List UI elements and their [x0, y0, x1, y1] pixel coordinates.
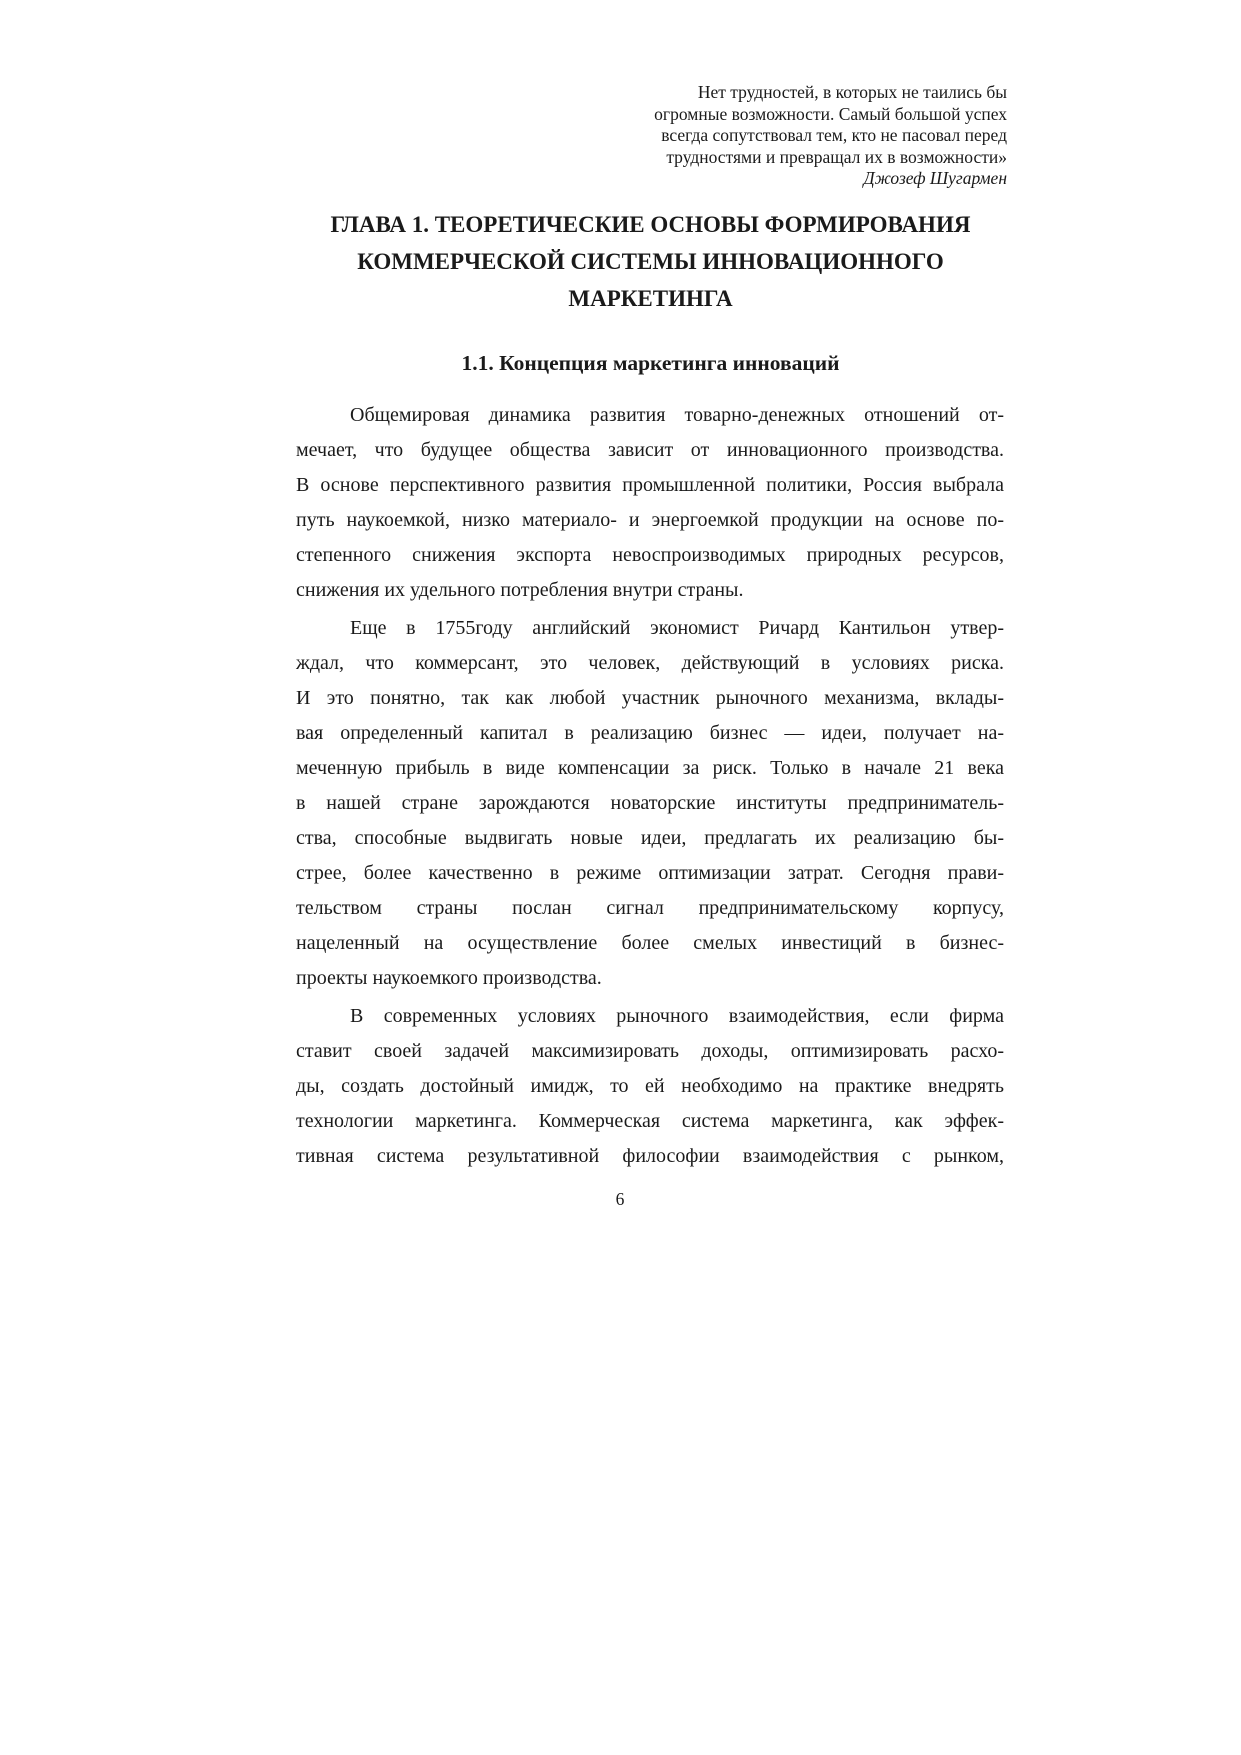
- epigraph-line: огромные возможности. Самый большой успех: [654, 103, 1007, 124]
- text-line: ждал, что коммерсант, это человек, действующий в условиях риска.: [296, 652, 1004, 674]
- text-line: тельством страны послан сигнал предпринимательскому корпусу,: [296, 897, 1004, 919]
- chapter-title-line: МАРКЕТИНГА: [568, 286, 733, 311]
- epigraph-author: Джозеф Шугармен: [863, 168, 1007, 188]
- text-line: тивная система результативной философии взаимодействия с рынком,: [296, 1145, 1004, 1167]
- text-line: меченную прибыль в виде компенсации за риск. Только в начале 21 века: [296, 757, 1004, 779]
- paragraph: [296, 398, 1004, 608]
- text-line: проекты наукоемкого производства.: [296, 967, 602, 989]
- chapter-title-line: КОММЕРЧЕСКОЙ СИСТЕМЫ ИННОВАЦИОННОГО: [357, 249, 944, 274]
- epigraph-line: трудностями и превращал их в возможности»: [666, 146, 1007, 167]
- text-line: Еще в 1755году английский экономист Ричард Кантильон утвер-: [350, 617, 1004, 639]
- paragraph: [296, 611, 1004, 996]
- text-line: нацеленный на осуществление более смелых инвестиций в бизнес-: [296, 932, 1004, 954]
- text-line: ставит своей задачей максимизировать доходы, оптимизировать расхо-: [296, 1040, 1004, 1062]
- text-line: стрее, более качественно в режиме оптимизации затрат. Сегодня прави-: [296, 862, 1004, 884]
- epigraph: [487, 82, 1007, 190]
- chapter-title: [295, 206, 1006, 317]
- text-line: мечает, что будущее общества зависит от инновационного производства.: [296, 439, 1004, 461]
- text-line: снижения их удельного потребления внутри страны.: [296, 579, 744, 601]
- epigraph-line: Нет трудностей, в которых не таились бы: [697, 82, 1007, 102]
- body-text: [296, 398, 1004, 1174]
- text-line: И это понятно, так как любой участник рыночного механизма, вклады-: [296, 687, 1004, 709]
- text-line: технологии маркетинга. Коммерческая система маркетинга, как эффек-: [296, 1110, 1004, 1132]
- paragraph: [296, 999, 1004, 1174]
- epigraph-line: всегда сопутствовал тем, кто не пасовал перед: [661, 125, 1007, 145]
- text-line: Общемировая динамика развития товарно-денежных отношений от-: [350, 404, 1004, 426]
- text-line: ды, создать достойный имидж, то ей необходимо на практике внедрять: [296, 1075, 1004, 1097]
- text-line: степенного снижения экспорта невоспроизводимых природных ресурсов,: [296, 544, 1004, 566]
- text-line: путь наукоемкой, низко материало- и энергоемкой продукции на основе по-: [296, 509, 1004, 531]
- text-line: в нашей стране зарождаются новаторские институты предприниматель-: [296, 792, 1004, 814]
- section-title: 1.1. Концепция маркетинга инноваций: [461, 351, 840, 375]
- text-line: ства, способные выдвигать новые идеи, предлагать их реализацию бы-: [296, 827, 1004, 849]
- chapter-title-line: ГЛАВА 1. ТЕОРЕТИЧЕСКИЕ ОСНОВЫ ФОРМИРОВАНИЯ: [330, 212, 971, 237]
- text-line: В современных условиях рыночного взаимодействия, если фирма: [350, 1005, 1004, 1027]
- page-number: 6: [615, 1189, 625, 1209]
- text-line: В основе перспективного развития промышленной политики, Россия выбрала: [296, 474, 1004, 496]
- text-line: вая определенный капитал в реализацию бизнес — идеи, получает на-: [296, 722, 1004, 744]
